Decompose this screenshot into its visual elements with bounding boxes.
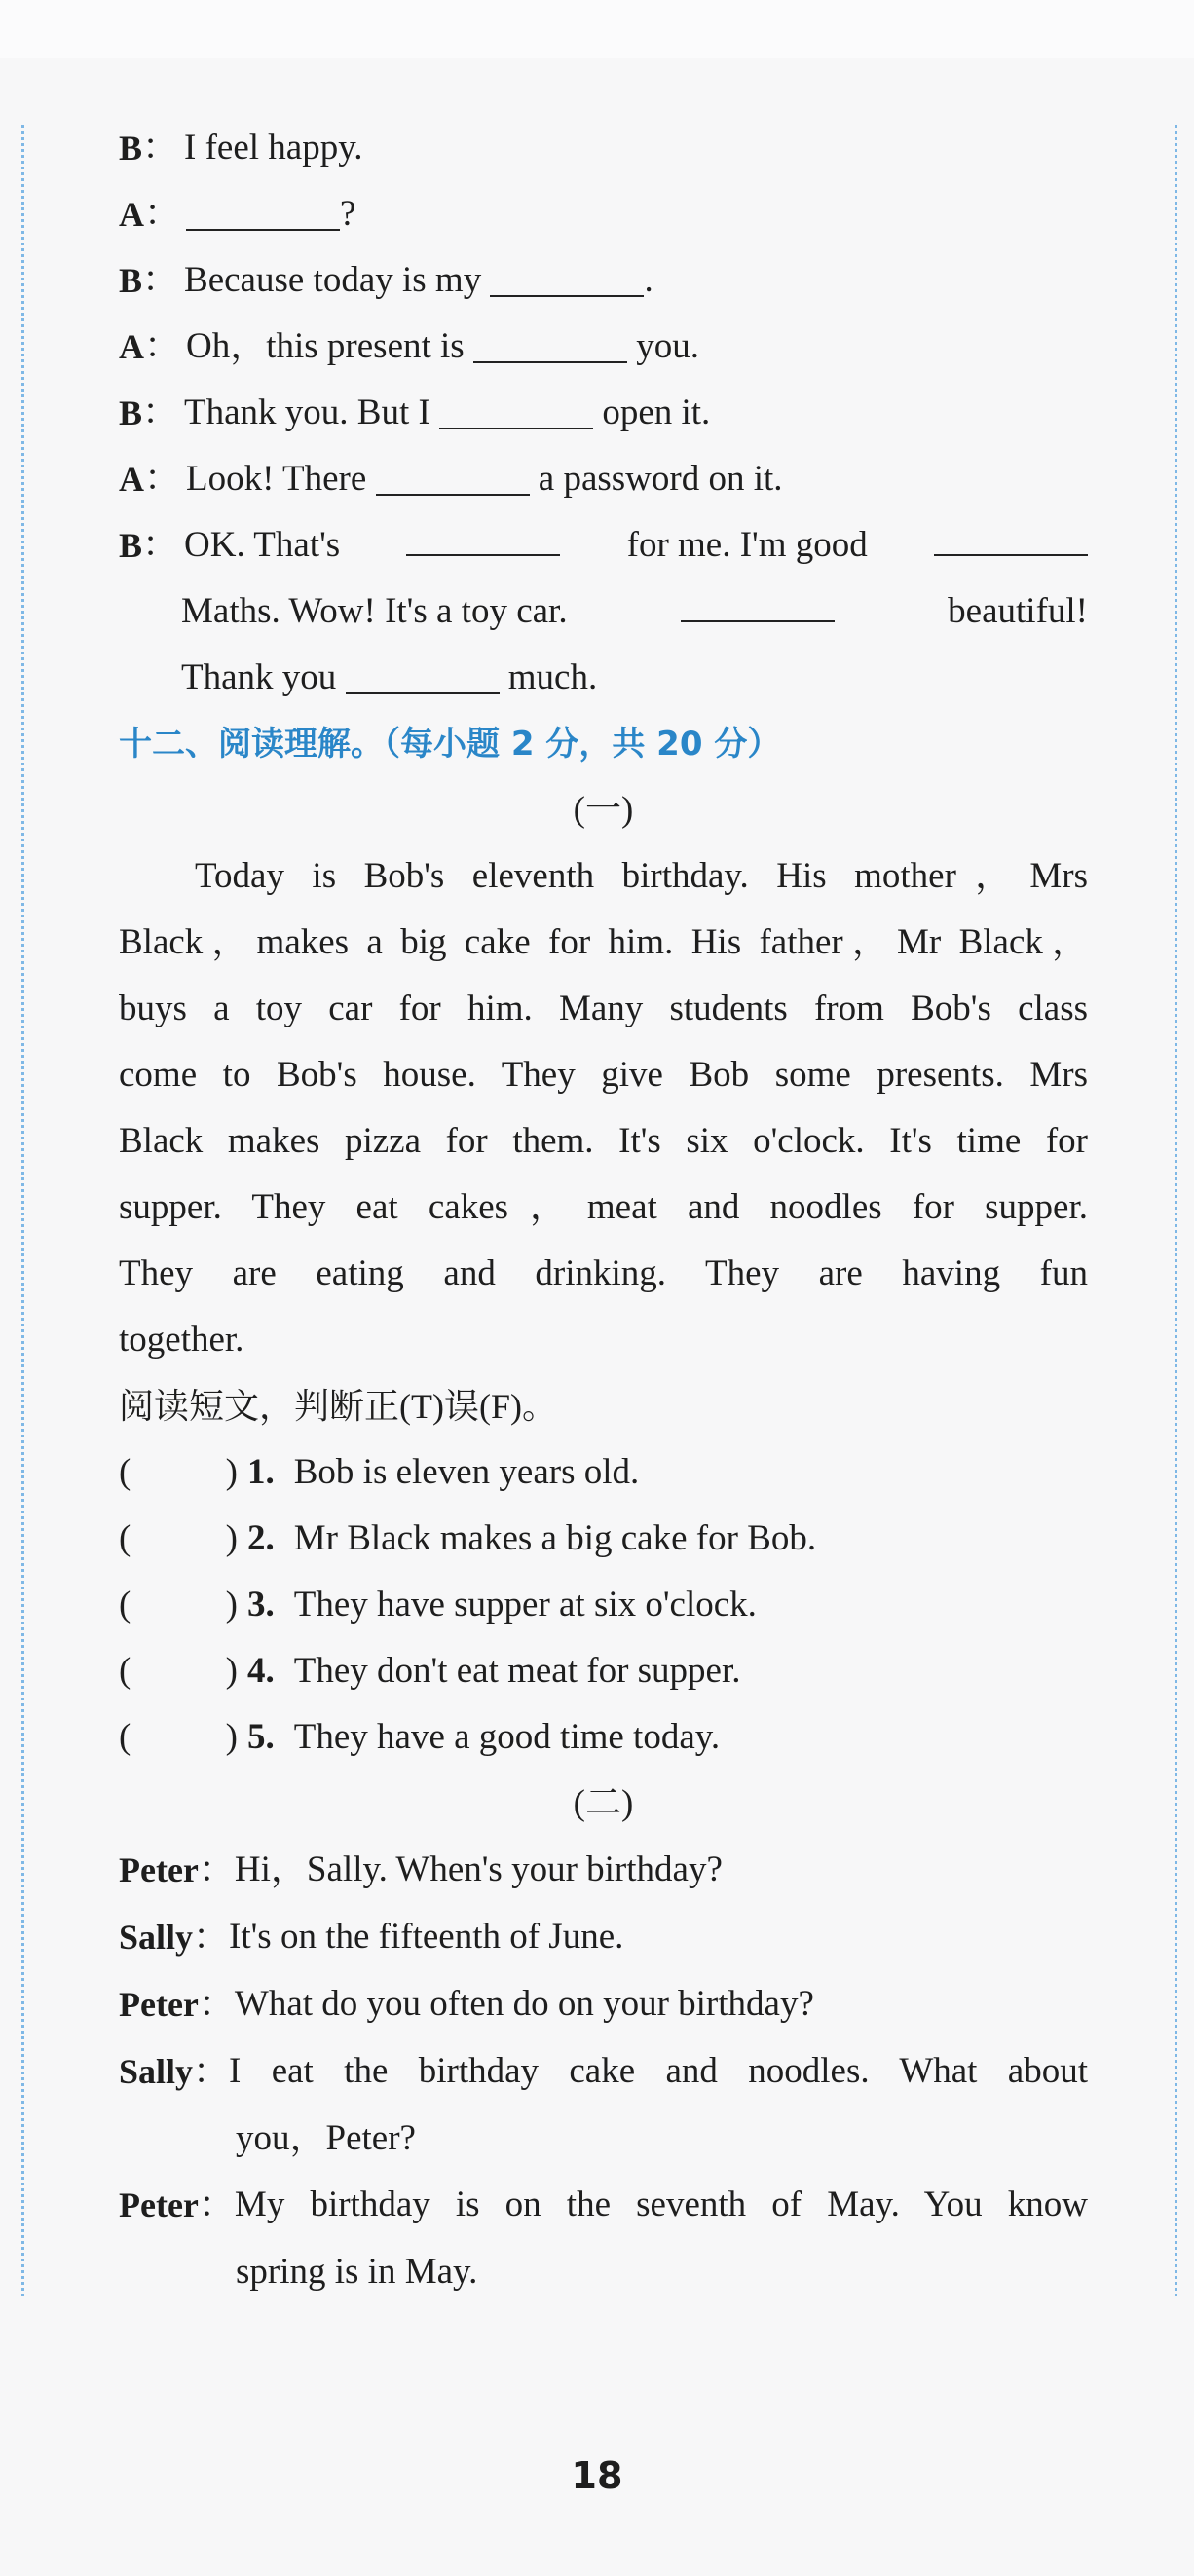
- question-number: 2.: [247, 1518, 275, 1558]
- task-instruction: 阅读短文，判断正(T)误(F)。: [119, 1387, 557, 1426]
- speaker-colon: ：: [198, 1850, 235, 1890]
- utterance-middle: for me. I'm good: [626, 525, 868, 565]
- question-text: Mr Black makes a big cake for Bob.: [293, 1518, 817, 1558]
- question-number: 5.: [247, 1717, 275, 1757]
- speaker-colon: ：: [144, 459, 180, 499]
- dialogue-line-5: [119, 380, 1088, 446]
- speaker-colon: ：: [142, 128, 179, 168]
- utterance: [184, 380, 1088, 446]
- page-content: [119, 115, 1088, 2305]
- passage-line: Black makes pizza for them. It's six o'clock. It's time for: [119, 1121, 1088, 1161]
- paren-open: (: [119, 1518, 131, 1558]
- utterance: [186, 446, 1088, 512]
- dialogue-line-7-continued-2: [119, 645, 1088, 711]
- utterance: I eat the birthday cake and noodles. What about: [229, 2051, 1088, 2091]
- passage-line: come to Bob's house. They give Bob some presents. Mrs: [119, 1055, 1088, 1095]
- reading-passage: [119, 843, 1088, 1373]
- speaker-colon: ：: [142, 392, 179, 432]
- paren-open: (: [119, 1585, 131, 1624]
- utterance-head: Thank you. But I: [184, 392, 440, 432]
- speaker-label: Peter: [119, 2185, 199, 2224]
- answer-blank[interactable]: [439, 391, 593, 429]
- paren-open: (: [119, 1717, 131, 1757]
- dialogue-line-7: [119, 512, 1088, 579]
- utterance-tail: .: [644, 260, 653, 300]
- passage-label-2: (二): [573, 1783, 634, 1823]
- question-text: They have a good time today.: [293, 1717, 721, 1757]
- answer-parentheses[interactable]: [119, 1439, 247, 1506]
- passage-line: Black，makes a big cake for him. His father，Mr Black，: [119, 922, 1088, 962]
- dialogue-line-4: [119, 314, 1088, 380]
- utterance-head: Maths. Wow! It's a toy car.: [181, 591, 568, 631]
- dialogue2-line-3: [119, 1971, 1088, 2038]
- passage-line: They are eating and drinking. They are having fun: [119, 1253, 1088, 1293]
- speaker-colon: ：: [142, 260, 179, 300]
- dialogue2-line-2: [119, 1904, 1088, 1971]
- dialogue-line-2: [119, 181, 1088, 247]
- speaker-colon: ：: [144, 326, 180, 366]
- answer-blank[interactable]: [490, 258, 644, 297]
- utterance-tail: beautiful!: [948, 591, 1088, 631]
- speaker-colon: ：: [198, 2185, 235, 2225]
- speaker-label: B: [119, 526, 143, 565]
- paren-close: ): [225, 1518, 238, 1558]
- question-number: 3.: [247, 1585, 275, 1624]
- passage-label-1: (一): [573, 790, 634, 830]
- answer-parentheses[interactable]: [119, 1704, 247, 1771]
- speaker-label: A: [119, 327, 144, 366]
- speaker-colon: ：: [144, 194, 180, 234]
- utterance-tail: you.: [626, 326, 699, 366]
- utterance: What do you often do on your birthday?: [234, 1984, 814, 2024]
- dialogue-line-7-continued: [119, 579, 1088, 645]
- utterance-head: Because today is my: [184, 260, 491, 300]
- true-false-question-5: [119, 1704, 1088, 1771]
- speaker-label: Peter: [119, 1850, 199, 1889]
- speaker-label: A: [119, 460, 144, 499]
- paren-close: ): [225, 1585, 238, 1624]
- question-text: They have supper at six o'clock.: [293, 1585, 757, 1624]
- question-number: 4.: [247, 1651, 275, 1691]
- speaker-label: B: [119, 129, 143, 168]
- paren-close: ): [225, 1717, 238, 1757]
- question-number: 1.: [247, 1452, 275, 1492]
- speaker-label: A: [119, 195, 144, 234]
- dialogue2-line-1: [119, 1837, 1088, 1904]
- dialogue2-line-5-continued: spring is in May.: [236, 2252, 478, 2292]
- paren-close: ): [225, 1452, 238, 1492]
- utterance: [186, 314, 1088, 380]
- true-false-question-3: [119, 1572, 1088, 1638]
- question-text: Bob is eleven years old.: [293, 1452, 640, 1492]
- true-false-question-4: [119, 1638, 1088, 1704]
- speaker-colon: ：: [193, 2052, 230, 2092]
- utterance-tail: a password on it.: [529, 459, 783, 499]
- paren-open: (: [119, 1452, 131, 1492]
- speaker-label: B: [119, 261, 143, 300]
- speaker-colon: ：: [142, 525, 179, 565]
- answer-blank[interactable]: [186, 192, 340, 231]
- utterance: I feel happy.: [184, 128, 363, 168]
- passage-line: Today is Bob's eleventh birthday. His mother，Mrs: [195, 856, 1088, 896]
- utterance-head: Oh，this present is: [186, 326, 473, 366]
- speaker-colon: ：: [193, 1918, 230, 1958]
- passage-line: buys a toy car for him. Many students from Bob's class: [119, 989, 1088, 1028]
- passage-line: together.: [119, 1320, 244, 1360]
- answer-blank[interactable]: [406, 517, 560, 556]
- paren-open: (: [119, 1651, 131, 1691]
- page-number: 18: [571, 2454, 623, 2497]
- answer-blank[interactable]: [346, 655, 500, 694]
- paren-close: ): [225, 1651, 238, 1691]
- true-false-question-2: [119, 1506, 1088, 1572]
- utterance-head: Thank you: [181, 657, 346, 697]
- right-margin-dotted-line: [1175, 125, 1177, 2296]
- speaker-label: Sally: [119, 2052, 194, 2091]
- speaker-label: Peter: [119, 1985, 199, 2024]
- dialogue-line-3: [119, 247, 1088, 314]
- utterance: [184, 247, 1088, 314]
- passage-line: supper. They eat cakes，meat and noodles for supper.: [119, 1187, 1088, 1227]
- utterance-tail: much.: [499, 657, 598, 697]
- utterance: Hi，Sally. When's your birthday?: [234, 1849, 723, 1889]
- answer-blank[interactable]: [376, 457, 530, 496]
- top-strip: [0, 0, 1194, 58]
- utterance-tail: open it.: [593, 392, 711, 432]
- utterance: [184, 512, 1088, 579]
- utterance: It's on the fifteenth of June.: [229, 1917, 624, 1957]
- speaker-label: Sally: [119, 1918, 194, 1957]
- answer-parentheses[interactable]: [119, 1506, 247, 1572]
- section-title: 十二、阅读理解。（每小题 2 分，共 20 分）: [119, 725, 781, 764]
- answer-blank[interactable]: [934, 517, 1088, 556]
- speaker-label: B: [119, 393, 143, 432]
- question-text: They don't eat meat for supper.: [293, 1651, 741, 1691]
- dialogue-line-1: [119, 115, 1088, 181]
- utterance-tail: ?: [340, 194, 356, 234]
- dialogue2-line-5: [119, 2172, 1088, 2239]
- utterance-head: Look! There: [186, 459, 376, 499]
- answer-blank[interactable]: [681, 583, 835, 622]
- answer-parentheses[interactable]: [119, 1572, 247, 1638]
- utterance: [186, 181, 1088, 247]
- speaker-colon: ：: [198, 1985, 235, 2025]
- answer-blank[interactable]: [473, 324, 627, 363]
- dialogue2-line-4-continued: you，Peter?: [236, 2118, 416, 2158]
- true-false-question-1: [119, 1439, 1088, 1506]
- dialogue-line-6: [119, 446, 1088, 512]
- dialogue2-line-4: [119, 2038, 1088, 2106]
- answer-parentheses[interactable]: [119, 1638, 247, 1704]
- utterance-head: OK. That's: [184, 525, 341, 565]
- left-margin-dotted-line: [21, 125, 24, 2296]
- utterance: My birthday is on the seventh of May. You know: [234, 2184, 1088, 2224]
